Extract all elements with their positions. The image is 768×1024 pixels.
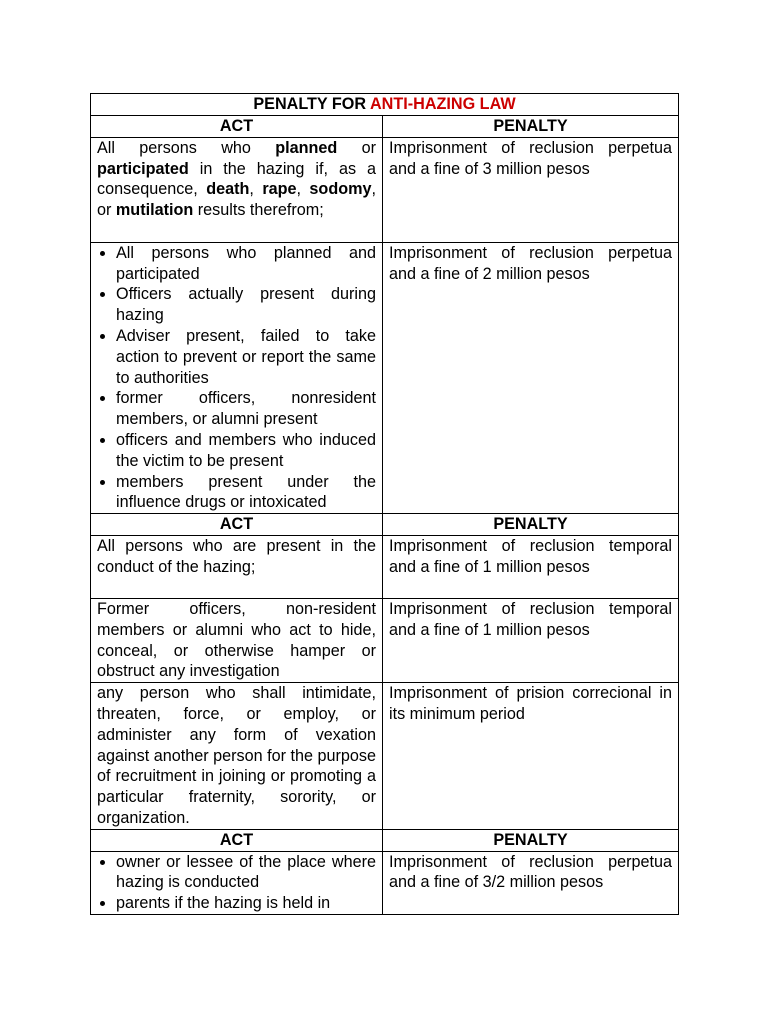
- table-row: [91, 137, 679, 242]
- title-highlight: ANTI-HAZING LAW: [369, 95, 516, 113]
- act-cell: Former officers, non-resident members or alumni who act to hide, conceal, or otherwise hamper or obstruct any investigation: [91, 598, 383, 682]
- table-title: [91, 94, 679, 116]
- list-item: • All persons who planned and participated: [116, 243, 376, 285]
- penalty-cell: Imprisonment of reclusion temporal and a fine of 1 million pesos: [383, 535, 679, 598]
- penalty-cell: Imprisonment of reclusion perpetua and a fine of 3/2 million pesos: [383, 851, 679, 914]
- penalty-header: PENALTY: [383, 514, 679, 536]
- act-cell: [91, 242, 383, 513]
- act-cell: All persons who are present in the conduct of the hazing;: [91, 535, 383, 598]
- act-cell: [91, 851, 383, 914]
- act-header: ACT: [91, 829, 383, 851]
- penalty-cell: Imprisonment of reclusion perpetua and a fine of 3 million pesos: [383, 137, 679, 242]
- list-item: • officers and members who induced the victim to be present: [116, 430, 376, 472]
- act-header: ACT: [91, 514, 383, 536]
- penalty-cell: Imprisonment of reclusion temporal and a fine of 1 million pesos: [383, 598, 679, 682]
- table-row: [91, 683, 679, 830]
- list-item: • Officers actually present during hazing: [116, 284, 376, 326]
- penalty-cell: Imprisonment of reclusion perpetua and a fine of 2 million pesos: [383, 242, 679, 513]
- act-list: [97, 243, 376, 513]
- act-cell: All persons who planned or participated in the hazing if, as a consequence, death, rape, sodomy, or mutilation results therefrom;: [91, 137, 383, 242]
- penalty-header: PENALTY: [383, 829, 679, 851]
- penalty-cell: Imprisonment of prision correcional in its minimum period: [383, 683, 679, 830]
- act-cell: any person who shall intimidate, threaten, force, or employ, or administer any form of vexation against another person for the purpose of recruitment in joining or promoting a particular fraternity, sorority, or organization.: [91, 683, 383, 830]
- table-row: [91, 598, 679, 682]
- table-row: [91, 242, 679, 513]
- table-row: [91, 535, 679, 598]
- list-item: • Adviser present, failed to take action to prevent or report the same to authorities: [116, 326, 376, 388]
- act-list: [97, 852, 376, 914]
- list-item: • former officers, nonresident members, or alumni present: [116, 388, 376, 430]
- act-header: ACT: [91, 116, 383, 138]
- title-prefix: PENALTY FOR: [253, 95, 370, 113]
- list-item: • parents if the hazing is held in: [116, 893, 376, 913]
- list-item: • members present under the influence drugs or intoxicated: [116, 472, 376, 514]
- penalty-table: [90, 93, 679, 915]
- penalty-header: PENALTY: [383, 116, 679, 138]
- table-row: [91, 851, 679, 914]
- list-item: • owner or lessee of the place where hazing is conducted: [116, 852, 376, 894]
